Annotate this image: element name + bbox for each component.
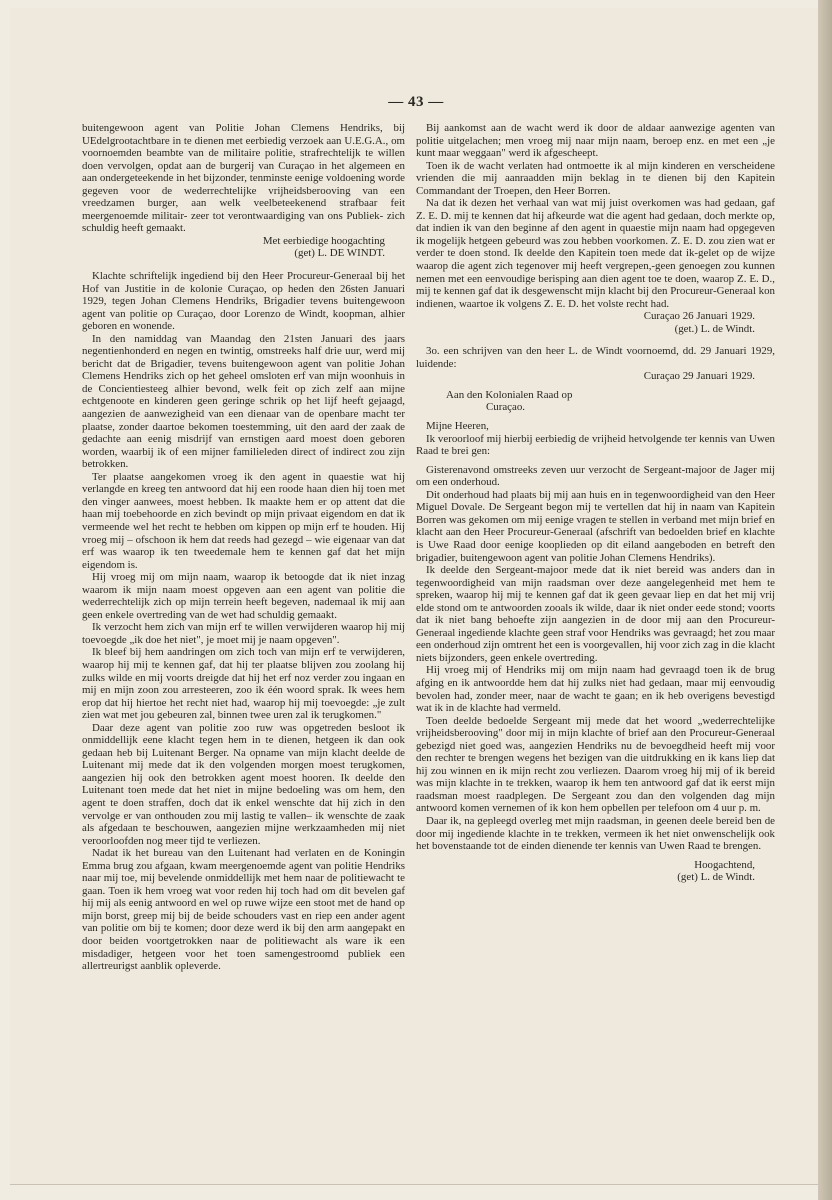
- right-column-paragraph: Toen deelde bedoelde Sergeant mij mede dat het woord „wederrechtelijke vrijheidsberooving" door mij in mijn klachte of brief aan den Procureur-Generaal gebezigd niet goed was, aangezien Hendriks nu de bevoegdheid heeft mij voor den rechter te brengen wegens het bezigen van die uitdrukking en ik kans liep dat hij zou winnen en ik mijn recht zou verliezen. Daarom vroeg hij mij of ik bereid was mijn klachte in te trekken, waarop ik hem ten antwoord gaf dat ik eerst mijn raadsman moest raadplegen. De Sergeant zou dan den volgenden dag mijn antwoord komen vernemen of ik kon hem opbellen per telefoon om 4 uur p. m.: [416, 714, 775, 815]
- right-column-paragraph: Curaçao 29 Januari 1929.: [643, 370, 755, 383]
- right-column-paragraph: Ik veroorloof mij hierbij eerbiedig de vrijheid hetvolgende ter kennis van Uwen Raad te brei gen:: [416, 432, 775, 458]
- left-column-paragraph: buitengewoon agent van Politie Johan Clemens Hendriks, bij UEdelgrootachtbare in te dienen met eerbiedig verzoek aan U.E.G.A., om voornoemden beambte van de militaire politie, strafrechtelijk te willen doen vervolgen, opdat aan de burgerij van Curaçao in het algemeen en aan ondergeteekende in het bijzonder, tenminste eenige voldoening worde gegeven voor de wederrechtelijke vrijheidsberooving van een vreedzamen burger, aan welk veelbeteekenend strafbaar feit meergenoemde militair- zeer tot verontwaardiging van ons Publiek- zich schuldig heeft gemaakt.: [82, 122, 405, 235]
- right-column-paragraph: Bij aankomst aan de wacht werd ik door de aldaar aanwezige agenten van politie uitgelachen; men vroeg mij naar mijn naam, beroep enz. en met een „je kunt maar weggaan" werd ik afgescheept.: [416, 122, 775, 160]
- left-column-paragraph: Nadat ik het bureau van den Luitenant had verlaten en de Koningin Emma brug zou afgaan, kwam meergenoemde agent van politie Hendriks naar mij toe, mij bevelende onmiddellijk met hem naar de politiewacht te gaan. Toen ik hem vroeg wat voor reden hij toch had om dit bevelen gaf hij mij als eenig antwoord en wel op ruwe wijze een stoot met de hand op mijn borst, greep mij bij de beide schouders vast en riep een ander agent van politie om bij te komen; door deze werd ik bij den arm aangepakt en door beiden voortgetrokken naar de politiewacht als ware ik een misdadiger, hetgeen voor het toen samengestroomd publiek een allertreurigst aanblik opleverde.: [82, 847, 405, 973]
- left-column-paragraph: Hij vroeg mij om mijn naam, waarop ik betoogde dat ik niet inzag waarom ik mijn naam moest opgeven aan een agent van politie die wederrechtelijk zich op mijn terrein heeft begeven, nademaal ik mij aan geen enkele overtreding van de wet had schuldig gemaakt.: [82, 571, 405, 621]
- right-column-paragraph: Daar ik, na gepleegd overleg met mijn raadsman, in geenen deele bereid ben de door mij ingediende klachte in te trekken, vermeen ik het niet onwenschelijk ook het bovenstaande tot de einden dienende ter kennis van Uwen Raad te brengen.: [416, 814, 775, 853]
- right-column: [416, 122, 775, 884]
- spacer: [416, 335, 775, 345]
- right-column-paragraph: Toen ik de wacht verlaten had ontmoette ik al mijn kinderen en verscheidene vrienden die mij aanraadden mijn beklag in te dienen bij den Kapitein Commandant der Troepen, den Heer Borren.: [416, 159, 775, 197]
- left-column-paragraph: Klachte schriftelijk ingediend bij den Heer Procureur-Generaal bij het Hof van Justitie in de kolonie Curaçao, op heden den 26sten Januari 1929, tegen Johan Clemens Hendriks, Brigadier tevens buitengewoon agent van politie op Curaçao, door Lorenzo de Windt, koopman, alhier geboren en wonende.: [82, 270, 405, 333]
- right-column-paragraph: Dit onderhoud had plaats bij mij aan huis en in tegenwoordigheid van den Heer Miguel Dovale. De Sergeant begon mij te vertellen dat hij in naam van Kapitein Borren was gekomen om mij eenige vragen te stellen in verband met mijn brief en klacht aan den Heer Procureur-Generaal (afschrift van bedoelden brief en klachte is Uwe Raad door eenige kooplieden op dit eiland aangeboden en betreft den brigadier, buitengewoon agent van politie Johan Clemens Hendriks).: [416, 488, 775, 564]
- left-column-paragraph: (get) L. DE WINDT.: [294, 247, 385, 260]
- right-column-paragraph: Ik deelde den Sergeant-majoor mede dat ik niet bereid was anders dan in tegenwoordigheid van mijn raadsman over deze aangelegenheid met hem te spreken, waarop hij mij te kennen gaf dat ik geen gevaar liep en dat het mij vrij elde stond om te antwoorden zooals ik wilde, daar ik niet onder eede stond; voorts dat ik niet bang behoefte zijn aangezien in de door mij aan den Procureur-Generaal ingediende klachte geen straf voor Hendriks was gevraagd; het zou maar een onderhoud zijn omtrent het een is voorgevallen, hij voor zich zag in die klacht niets bijzonders, geen enkele overtreding.: [416, 564, 775, 664]
- right-column-paragraph: Curaçao.: [486, 401, 526, 414]
- right-column-paragraph: (get) L. de Windt.: [677, 871, 755, 884]
- left-column: [82, 122, 405, 973]
- right-column-paragraph: Gisterenavond omstreeks zeven uur verzocht de Sergeant-majoor de Jager mij om een onderhoud.: [416, 463, 775, 489]
- left-column-paragraph: Ik verzocht hem zich van mijn erf te willen verwijderen waarop hij mij toevoegde „ik doe het niet", je moet mij je naam opgeven".: [82, 621, 405, 646]
- page-number: — 43 —: [388, 94, 444, 110]
- right-column-paragraph: Mijne Heeren,: [426, 420, 489, 433]
- spacer: [82, 260, 405, 270]
- page-fold-shadow: [818, 0, 832, 1200]
- right-column-paragraph: 3o. een schrijven van den heer L. de Windt voornoemd, dd. 29 Januari 1929, luidende:: [416, 345, 775, 370]
- left-column-paragraph: Met eerbiedige hoogachting: [262, 234, 385, 247]
- left-column-paragraph: In den namiddag van Maandag den 21sten Januari des jaars negentienhonderd en negen en twintig, omstreeks half drie uur, werd mij bericht dat de Brigadier, tevens buitengewoon agent van politie Johan Clemens Hendriks zich op het geheel omsloten erf van mijn woonhuis in de Concientiesteeg alhier bevond, welk feit op zich zelf aan mijne echtgenoote en kinderen geen geringe schrik op het lijf heeft gejaagd, aangezien de aanwezigheid van een dienaar van de openbare macht ter plaatse, zonder daartoe bekomen toestemming, uit den aard der zaak de gedachte aan eenig misdrijf van ernstigen aard moest doen geboren worden, waarbij ik of een mijner familieleden direct of indirect zou zijn betrokken.: [82, 332, 405, 471]
- right-column-paragraph: (get.) L. de Windt.: [674, 322, 755, 335]
- right-column-paragraph: Hij vroeg mij of Hendriks mij om mijn naam had gevraagd toen ik de brug afging en ik antwoordde hem dat hij zulks niet had gedaan, maar mij eenvoudig bevolen had, zonder meer, naar de wacht te gaan; en ik heb overigens bevestigd wat ik in de klachte had vermeld.: [416, 664, 775, 715]
- right-column-paragraph: Hoogachtend,: [694, 858, 755, 871]
- right-column-paragraph: Na dat ik dezen het verhaal van wat mij juist overkomen was had gedaan, gaf Z. E. D. mij te kennen dat hij afkeurde wat die agent had gedaan, doch merkte op, dat indien ik van den beginne af den agent in quaestie mijn naam had opgegeven ik mogelijk hetgeen gebeurd was zou hebben voorkomen. Z. E. D. zou zien wat er verder te doen stond. Ik deelde den Kapitein toen mede dat ik-gelet op de wijze waarop die agent zich tegenover mij heeft vergrepen,-geen genoegen zou kunnen nemen met een eenvoudige berisping aan dien agent toe te doen, waarop Z. E. D., mij te kennen gaf dat ik desgewenscht mijn klacht bij den Procureur-Generaal kon indienen, waartoe ik volgens Z. E. D. het volste recht had.: [416, 197, 775, 310]
- left-column-paragraph: Ter plaatse aangekomen vroeg ik den agent in quaestie wat hij verlangde en kreeg ten antwoord dat hij een roode haan dien hij toen met den vinger aanwees, moest hebben. Ik maakte hem er op attent dat die haan mij toebehoorde en zich bevindt op mijn privaat eigendom en dat ik vermeende wel het recht te hebben om kippen op mijn erf te houden. Hij vroeg mij – ofschoon ik hem dat reeds had gezegd – wie eigenaar van dat erf was waarop ik ten tweedemale hem te kennen gaf dat het mijn eigendom is.: [82, 470, 405, 571]
- left-column-paragraph: Daar deze agent van politie zoo ruw was opgetreden besloot ik onmiddellijk eene klacht tegen hem in te dienen, hetgeen ik dan ook gedaan heb bij Luitenant Berger. Na opname van mijn klacht deelde de Luitenant mij mede dat ik den volgenden morgen moest terugkomen, aangezien hij ook den betrokken agent moest hooren. Ik deelde den Luitenant toen mede dat het niet in mijne bedoeling was om hem, den agent te doen straffen, doch dat ik enkel wenschte dat hij zich in den vervolge er van onthouden zou mij lastig te vallen– ik wenschte de zaak als afgedaan te beschouwen, aangezien mijne werkzaamheden mij niet veroorloofden nog meer tijd te verliezen.: [82, 721, 405, 847]
- right-column-paragraph: Curaçao 26 Januari 1929.: [643, 310, 755, 323]
- right-column-paragraph: Aan den Kolonialen Raad op: [446, 388, 573, 401]
- left-column-paragraph: Ik bleef bij hem aandringen om zich toch van mijn erf te verwijderen, waarop hij mij te kennen gaf, dat hij ter plaatse blijven zou zoolang hij zulks wilde en mij voorts dreigde dat hij het erf noz verder zou ingaan en mij en mijn zoon zou arresteeren, zoo ik één woord sprak. Ik wees hem erop dat hij hiertoe het recht niet had, waarop hij mij toevoegde: „je zult zien wat met jou gebeuren zal, binnen twee uren zal ik terugkomen.": [82, 646, 405, 722]
